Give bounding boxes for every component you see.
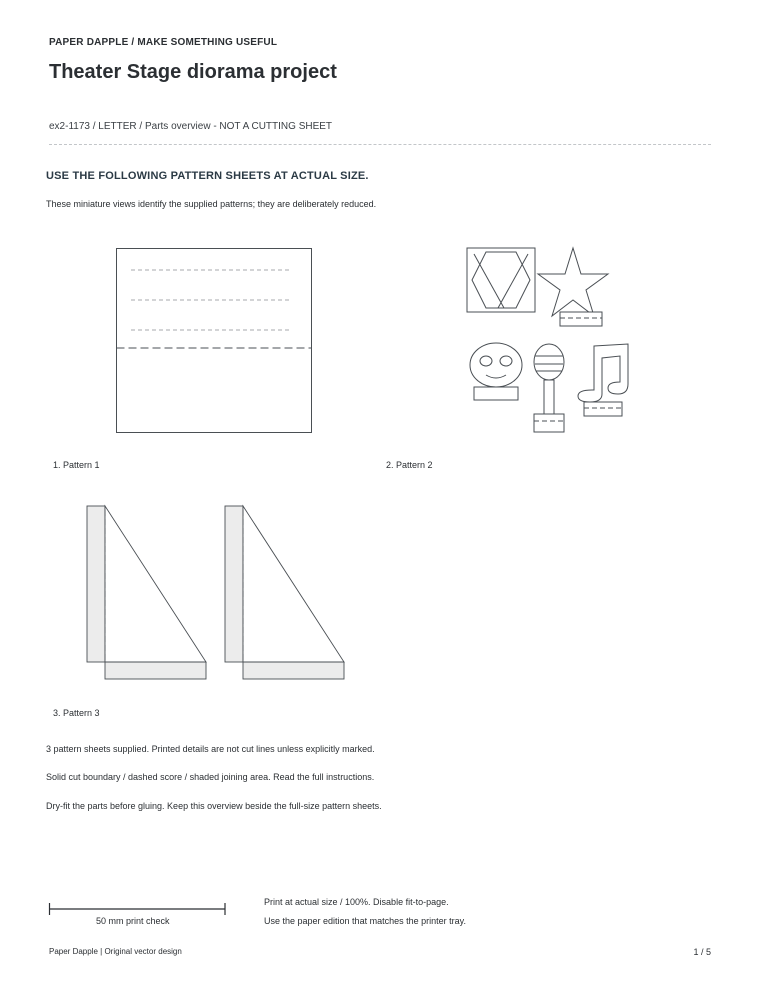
mask-prop — [470, 343, 522, 400]
section-intro: These miniature views identify the supplied patterns; they are deliberately reduced. — [46, 199, 377, 209]
note-prop — [578, 344, 628, 416]
pattern-3-caption: 3. Pattern 3 — [53, 708, 100, 718]
scale-bar — [49, 903, 227, 915]
brace-piece — [225, 506, 344, 679]
section-heading: USE THE FOLLOWING PATTERN SHEETS AT ACTUAL SIZE. — [46, 170, 369, 182]
footer-credit: Paper Dapple | Original vector design — [49, 947, 182, 956]
header-divider — [49, 144, 711, 145]
scale-label: 50 mm print check — [96, 916, 170, 926]
pattern-2-thumbnail — [464, 244, 634, 436]
document-meta: ex2-1173 / LETTER / Parts overview - NOT A CUTTING SHEET — [49, 121, 333, 132]
curtain-prop — [467, 248, 535, 312]
paper-instruction: Use the paper edition that matches the printer tray. — [264, 916, 466, 926]
maraca-prop — [534, 344, 564, 432]
note-line: Solid cut boundary / dashed score / shaded joining area. Read the full instructions. — [46, 772, 375, 782]
page-number: 1 / 5 — [693, 947, 711, 957]
pattern-1-caption: 1. Pattern 1 — [53, 460, 100, 470]
brand-line: PAPER DAPPLE / MAKE SOMETHING USEFUL — [49, 37, 278, 48]
pattern-1-thumbnail — [116, 248, 312, 434]
page-title: Theater Stage diorama project — [49, 61, 337, 83]
note-line: Dry-fit the parts before gluing. Keep this overview beside the full-size pattern sheets. — [46, 801, 382, 811]
pattern-2-caption: 2. Pattern 2 — [386, 460, 433, 470]
brace-piece — [87, 506, 206, 679]
panel-outline — [117, 249, 312, 433]
note-line: 3 pattern sheets supplied. Printed details are not cut lines unless explicitly marked. — [46, 744, 375, 754]
print-instruction: Print at actual size / 100%. Disable fit-to-page. — [264, 897, 449, 907]
star-prop — [538, 248, 608, 326]
pattern-3-thumbnail — [86, 504, 346, 682]
